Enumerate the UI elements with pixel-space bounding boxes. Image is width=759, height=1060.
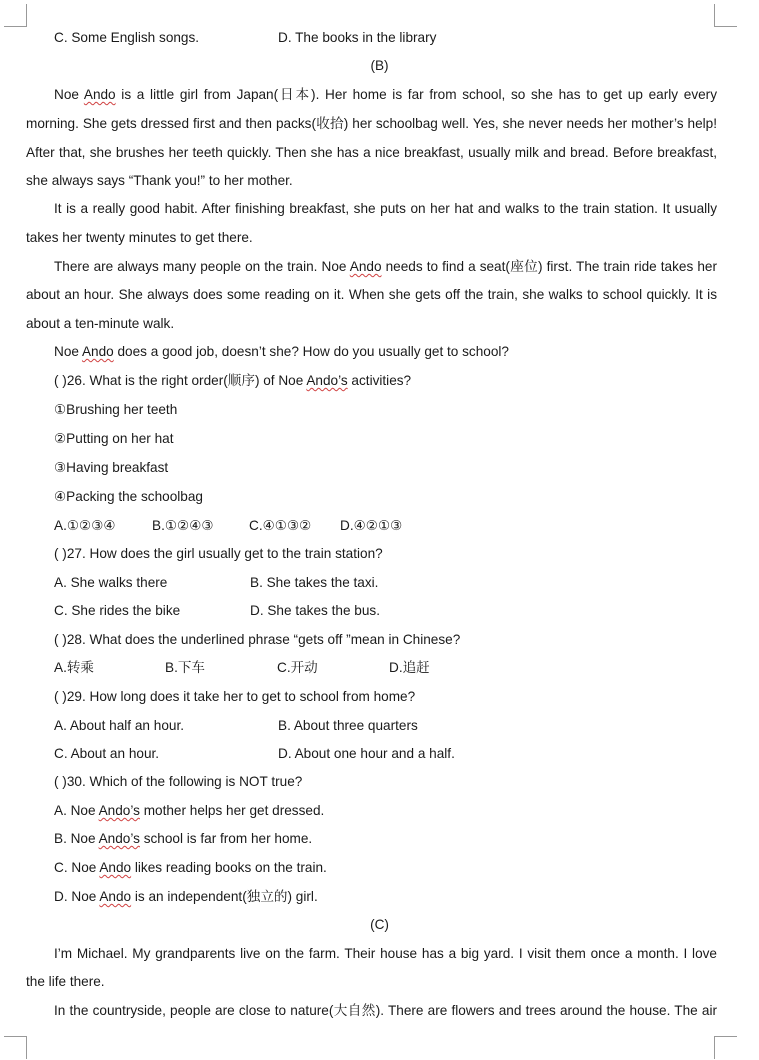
question-29: ( )29. How long does it take her to get to school from home?	[54, 689, 416, 704]
option-d: D. The books in the library	[278, 30, 437, 45]
section-c-heading: (C)	[370, 917, 389, 932]
option-c: C. Some English songs.	[54, 30, 200, 45]
q28-option-c: C.开动	[277, 660, 318, 675]
crop-mark-bottom-right	[714, 1036, 737, 1059]
question-27: ( )27. How does the girl usually get to the train station?	[54, 546, 383, 561]
q27-option-d: D. She takes the bus.	[250, 603, 380, 618]
q26-item: ④Packing the schoolbag	[54, 489, 203, 504]
q26-item: ③Having breakfast	[54, 460, 169, 475]
paragraph-line: about an hour. She always does some reading on it. When she gets off the train, she walks to school quickly. It is	[26, 287, 717, 302]
q29-option-c: C. About an hour.	[54, 746, 160, 761]
paragraph-line: Noe Ando is a little girl from Japan(日本). Her home is far from school, so she has to get up early every	[54, 87, 717, 102]
q28-option-d: D.追赶	[389, 660, 430, 675]
paragraph-line: I’m Michael. My grandparents live on the farm. Their house has a big yard. I visit them once a month. I love	[54, 946, 717, 961]
q27-option-a: A. She walks there	[54, 575, 168, 590]
paragraph-line: morning. She gets dressed first and then packs(收拾) her schoolbag well. Yes, she never needs her mother’s help!	[26, 116, 717, 131]
q26-option-b: B.①②④③	[152, 518, 214, 533]
q30-option-c: C. Noe Ando likes reading books on the train.	[54, 860, 327, 875]
paragraph-line: It is a really good habit. After finishing breakfast, she puts on her hat and walks to the train station. It usually	[54, 201, 717, 216]
paragraph-line: There are always many people on the train. Noe Ando needs to find a seat(座位) first. The train ride takes her	[54, 259, 717, 274]
paragraph-line: about a ten-minute walk.	[26, 316, 175, 331]
q27-option-c: C. She rides the bike	[54, 603, 181, 618]
paragraph-line: In the countryside, people are close to nature(大自然). There are flowers and trees around the house. The air	[54, 1003, 717, 1018]
q28-option-b: B.下车	[165, 660, 206, 675]
q26-item: ①Brushing her teeth	[54, 402, 178, 417]
question-30: ( )30. Which of the following is NOT true?	[54, 774, 303, 789]
paragraph-line: she always says “Thank you!” to her mother.	[26, 173, 293, 188]
section-b-heading: (B)	[370, 58, 389, 73]
paragraph-line: takes her twenty minutes to get there.	[26, 230, 253, 245]
paragraph-line: the life there.	[26, 974, 105, 989]
question-28: ( )28. What does the underlined phrase “gets off ”mean in Chinese?	[54, 632, 461, 647]
q29-option-d: D. About one hour and a half.	[278, 746, 455, 761]
q29-option-b: B. About three quarters	[278, 718, 418, 733]
q26-item: ②Putting on her hat	[54, 431, 174, 446]
crop-mark-bottom-left	[4, 1036, 27, 1059]
q26-option-c: C.④①③②	[249, 518, 312, 533]
q26-option-a: A.①②③④	[54, 518, 116, 533]
q29-option-a: A. About half an hour.	[54, 718, 184, 733]
paragraph-line: After that, she brushes her teeth quickly. Then she has a nice breakfast, usually milk and bread. Before breakfast,	[26, 145, 717, 160]
crop-mark-top-left	[4, 4, 27, 27]
question-26: ( )26. What is the right order(顺序) of Noe Ando’s activities?	[54, 373, 412, 388]
crop-mark-top-right	[714, 4, 737, 27]
q28-option-a: A.转乘	[54, 660, 95, 675]
q26-option-d: D.④②①③	[340, 518, 403, 533]
paragraph-line: Noe Ando does a good job, doesn’t she? How do you usually get to school?	[54, 344, 509, 359]
q30-option-a: A. Noe Ando’s mother helps her get dressed.	[54, 803, 325, 818]
q30-option-d: D. Noe Ando is an independent(独立的) girl.	[54, 889, 318, 904]
q30-option-b: B. Noe Ando’s school is far from her home.	[54, 831, 313, 846]
q27-option-b: B. She takes the taxi.	[250, 575, 379, 590]
